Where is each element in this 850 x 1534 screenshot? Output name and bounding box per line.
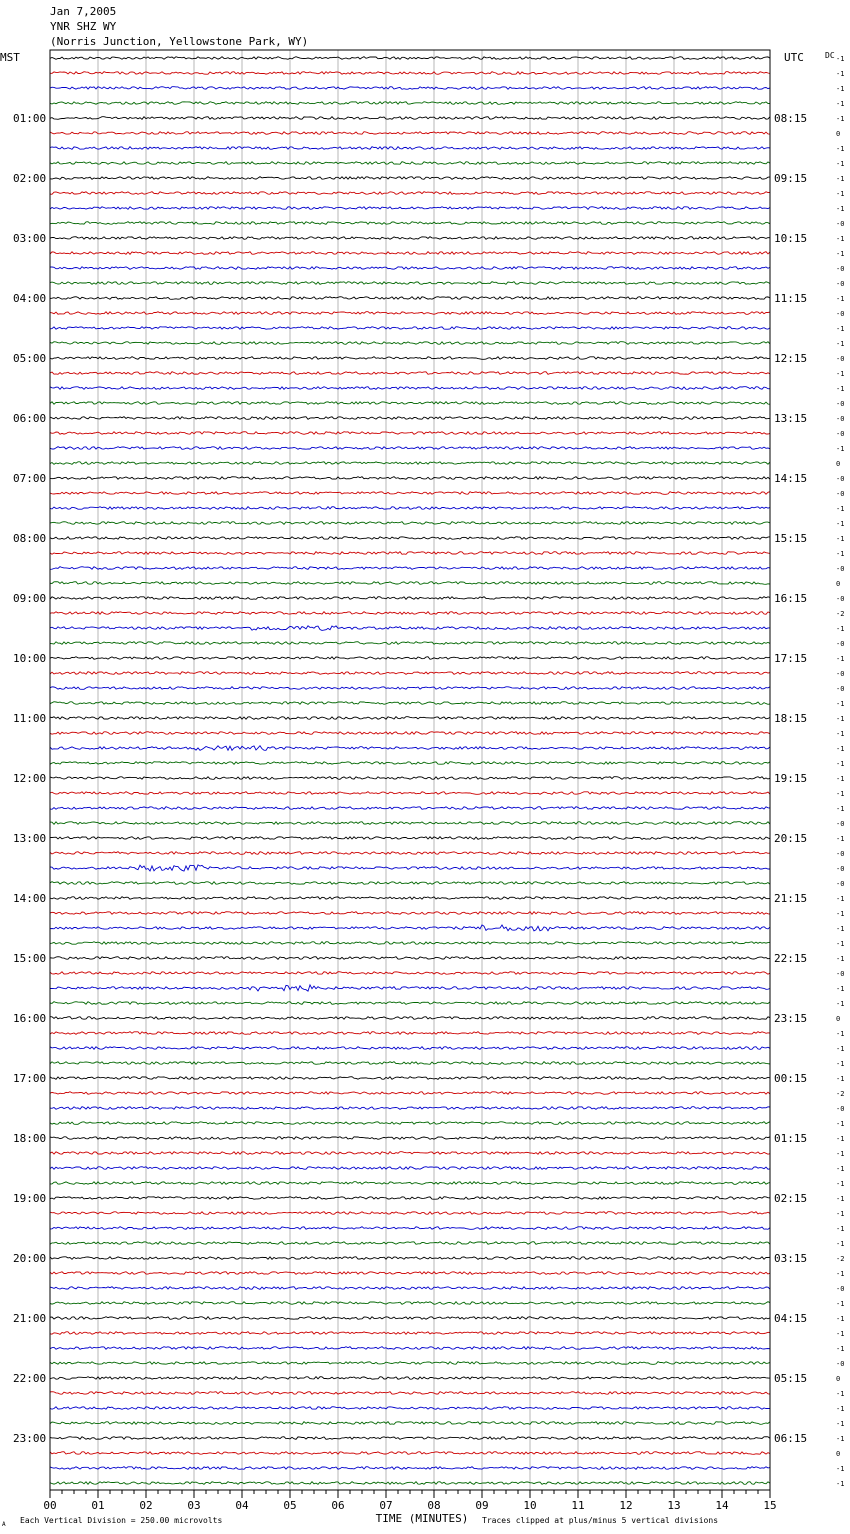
dc-offset-label: -1 (836, 1420, 845, 1428)
seismic-trace-83 (50, 1302, 770, 1305)
trace-group (50, 57, 770, 1485)
dc-offset-label: -1 (836, 1060, 845, 1068)
dc-offset-label: -1 (836, 145, 845, 153)
dc-offset-label: -1 (836, 925, 845, 933)
mst-hour-label: 10:00 (13, 652, 47, 665)
seismic-trace-50 (50, 807, 770, 810)
seismic-trace-70 (50, 1107, 770, 1110)
seismic-trace-62 (50, 985, 770, 991)
seismic-trace-47 (50, 762, 770, 765)
dc-offset-label: -1 (836, 910, 845, 918)
dc-offset-label: -0 (836, 1105, 845, 1113)
dc-offset-label: -1 (836, 1210, 845, 1218)
dc-offset-label: -1 (836, 250, 845, 258)
dc-offset-label: -1 (836, 655, 845, 663)
utc-hour-label: 20:15 (774, 832, 808, 845)
dc-offset-label: -0 (836, 685, 845, 693)
seismic-trace-54 (50, 865, 770, 871)
mst-hour-label: 07:00 (13, 472, 47, 485)
clip-note: Traces clipped at plus/minus 5 vertical divisions (482, 1516, 719, 1525)
seismic-trace-73 (50, 1152, 770, 1155)
dc-offset-label: -1 (836, 385, 845, 393)
seismic-trace-90 (50, 1407, 770, 1410)
seismic-trace-64 (50, 1017, 770, 1020)
utc-hour-label: 10:15 (774, 232, 808, 245)
dc-offset-label: -1 (836, 1120, 845, 1128)
seismic-trace-79 (50, 1242, 770, 1245)
seismic-trace-77 (50, 1212, 770, 1215)
dc-offset-label: -2 (836, 1090, 845, 1098)
seismic-trace-52 (50, 837, 770, 840)
dc-offset-label: -1 (836, 175, 845, 183)
x-tick-label: 00 (43, 1499, 57, 1512)
x-tick-label: 11 (571, 1499, 585, 1512)
x-tick-label: 12 (619, 1499, 633, 1512)
seismic-trace-53 (50, 852, 770, 855)
seismic-trace-82 (50, 1287, 770, 1290)
seismic-trace-23 (50, 402, 770, 405)
mst-hour-label: 16:00 (13, 1012, 47, 1025)
dc-offset-label: -1 (836, 1465, 845, 1473)
dc-offset-label: -0 (836, 850, 845, 858)
seismic-trace-87 (50, 1362, 770, 1365)
seismic-trace-67 (50, 1062, 770, 1065)
dc-offset-label: -1 (836, 1135, 845, 1143)
utc-hour-label: 23:15 (774, 1012, 808, 1025)
mst-axis-title: MST (0, 51, 20, 64)
dc-offset-label: 0 (836, 1450, 841, 1458)
seismic-trace-93 (50, 1452, 770, 1455)
seismic-trace-26 (50, 447, 770, 450)
seismic-trace-95 (50, 1482, 770, 1485)
x-tick-label: 02 (139, 1499, 153, 1512)
dc-offset-label: 0 (836, 1015, 841, 1023)
dc-offset-label: -1 (836, 1300, 845, 1308)
dc-offset-label: -2 (836, 610, 845, 618)
seismic-trace-25 (50, 432, 770, 435)
dc-offset-label: -1 (836, 1045, 845, 1053)
dc-offset-label: -1 (836, 700, 845, 708)
mst-hour-label: 03:00 (13, 232, 47, 245)
dc-offset-label: -0 (836, 565, 845, 573)
seismic-trace-81 (50, 1272, 770, 1275)
seismic-trace-66 (50, 1047, 770, 1050)
mst-hour-label: 01:00 (13, 112, 47, 125)
seismic-trace-39 (50, 642, 770, 645)
dc-offset-label: -1 (836, 1180, 845, 1188)
dc-offset-label: -1 (836, 1225, 845, 1233)
mst-hour-label: 12:00 (13, 772, 47, 785)
dc-offset-label: -0 (836, 670, 845, 678)
seismic-trace-43 (50, 702, 770, 705)
seismic-trace-27 (50, 462, 770, 465)
x-tick-label: 09 (475, 1499, 489, 1512)
utc-hour-label: 01:15 (774, 1132, 808, 1145)
dc-offset-label: -1 (836, 1195, 845, 1203)
dc-offset-label: -1 (836, 1075, 845, 1083)
dc-offset-label: -1 (836, 1435, 845, 1443)
seismic-trace-45 (50, 732, 770, 735)
seismic-trace-92 (50, 1437, 770, 1440)
mst-hour-label: 09:00 (13, 592, 47, 605)
seismic-trace-33 (50, 552, 770, 555)
utc-hour-label: 22:15 (774, 952, 808, 965)
dc-offset-label: -0 (836, 415, 845, 423)
seismic-trace-6 (50, 147, 770, 150)
mst-hour-label: 17:00 (13, 1072, 47, 1085)
dc-offset-label: -1 (836, 955, 845, 963)
seismic-trace-74 (50, 1167, 770, 1170)
mst-hour-label: 21:00 (13, 1312, 47, 1325)
x-tick-label: 13 (667, 1499, 681, 1512)
dc-offset-label: -0 (836, 865, 845, 873)
utc-hour-label: 18:15 (774, 712, 808, 725)
dc-offset-label: -1 (836, 835, 845, 843)
dc-offset-label: -1 (836, 940, 845, 948)
dc-offset-label: -0 (836, 595, 845, 603)
dc-offset-label: -1 (836, 625, 845, 633)
station-code: YNR SHZ WY (50, 20, 117, 33)
utc-hour-label: 06:15 (774, 1432, 808, 1445)
seismic-trace-91 (50, 1422, 770, 1425)
dc-offset-label: -1 (836, 100, 845, 108)
mst-hour-label: 08:00 (13, 532, 47, 545)
dc-offset-label: -1 (836, 445, 845, 453)
mst-hour-label: 06:00 (13, 412, 47, 425)
dc-offset-label: 0 (836, 580, 841, 588)
mst-hour-label: 22:00 (13, 1372, 47, 1385)
seismic-trace-34 (50, 567, 770, 570)
seismic-trace-78 (50, 1227, 770, 1230)
dc-offset-label: -0 (836, 400, 845, 408)
mst-hour-label: 23:00 (13, 1432, 47, 1445)
dc-offset-label: -1 (836, 535, 845, 543)
dc-offset-label: -1 (836, 160, 845, 168)
x-axis-title: TIME (MINUTES) (375, 1512, 469, 1525)
seismic-trace-80 (50, 1257, 770, 1260)
dc-offset-label: 0 (836, 460, 841, 468)
seismic-trace-37 (50, 612, 770, 615)
seismic-trace-72 (50, 1137, 770, 1140)
seismic-trace-60 (50, 957, 770, 960)
dc-offset-label: -1 (836, 370, 845, 378)
seismic-trace-15 (50, 282, 770, 285)
mst-hour-label: 19:00 (13, 1192, 47, 1205)
seismic-trace-10 (50, 207, 770, 210)
seismic-trace-16 (50, 297, 770, 300)
seismic-trace-32 (50, 537, 770, 540)
seismic-trace-65 (50, 1032, 770, 1035)
dc-offset-label: -1 (836, 1240, 845, 1248)
dc-offset-label: 0 (836, 1375, 841, 1383)
dc-offset-label: -0 (836, 1360, 845, 1368)
x-tick-label: 07 (379, 1499, 393, 1512)
seismic-trace-41 (50, 672, 770, 675)
corner-mark: A (2, 1521, 6, 1528)
dc-offset-label: -1 (836, 325, 845, 333)
seismic-trace-84 (50, 1317, 770, 1320)
utc-hour-label: 05:15 (774, 1372, 808, 1385)
dc-offset-label: -1 (836, 1270, 845, 1278)
dc-offset-label: -0 (836, 880, 845, 888)
dc-offset-label: -1 (836, 1000, 845, 1008)
x-tick-label: 14 (715, 1499, 729, 1512)
dc-offset-label: -1 (836, 70, 845, 78)
dc-offset-label: -1 (836, 505, 845, 513)
station-location: (Norris Junction, Yellowstone Park, WY) (50, 35, 309, 48)
dc-offset-label: -1 (836, 895, 845, 903)
mst-hour-label: 15:00 (13, 952, 47, 965)
seismic-trace-19 (50, 342, 770, 345)
mst-hour-label: 05:00 (13, 352, 47, 365)
seismic-trace-21 (50, 372, 770, 375)
utc-axis-title: UTC (784, 51, 804, 64)
dc-offset-label: -1 (836, 790, 845, 798)
dc-axis-title: DC (825, 51, 835, 60)
dc-offset-label: -1 (836, 340, 845, 348)
seismic-trace-69 (50, 1092, 770, 1095)
seismic-trace-11 (50, 222, 770, 225)
dc-offset-label: -1 (836, 235, 845, 243)
dc-offset-label: -1 (836, 1165, 845, 1173)
seismic-trace-56 (50, 897, 770, 900)
x-tick-label: 10 (523, 1499, 537, 1512)
mst-hour-label: 14:00 (13, 892, 47, 905)
seismic-trace-76 (50, 1197, 770, 1200)
dc-offset-label: -1 (836, 745, 845, 753)
utc-hour-label: 09:15 (774, 172, 808, 185)
utc-hour-label: 03:15 (774, 1252, 808, 1265)
dc-offset-label: -1 (836, 520, 845, 528)
seismic-trace-24 (50, 417, 770, 420)
utc-hour-label: 02:15 (774, 1192, 808, 1205)
dc-offset-label: 0 (836, 130, 841, 138)
dc-offset-label: -0 (836, 640, 845, 648)
seismic-trace-13 (50, 252, 770, 255)
dc-offset-label: -2 (836, 1255, 845, 1263)
seismic-trace-14 (50, 267, 770, 270)
seismic-trace-59 (50, 942, 770, 945)
seismic-trace-85 (50, 1332, 770, 1335)
dc-offset-label: -1 (836, 1030, 845, 1038)
seismic-trace-38 (50, 626, 770, 631)
dc-offset-label: -1 (836, 1150, 845, 1158)
seismic-trace-94 (50, 1467, 770, 1470)
seismic-trace-12 (50, 237, 770, 240)
dc-offset-label: -1 (836, 985, 845, 993)
dc-offset-label: -0 (836, 820, 845, 828)
scale-note: Each Vertical Division = 250.00 microvolts (20, 1516, 223, 1525)
seismic-trace-30 (50, 507, 770, 510)
seismic-trace-58 (50, 925, 770, 931)
mst-hour-label: 04:00 (13, 292, 47, 305)
seismic-trace-8 (50, 177, 770, 180)
seismic-trace-42 (50, 687, 770, 690)
x-tick-label: 03 (187, 1499, 201, 1512)
record-date: Jan 7,2005 (50, 5, 117, 18)
dc-offset-label: -1 (836, 85, 845, 93)
x-tick-label: 05 (283, 1499, 297, 1512)
dc-offset-label: -1 (836, 1345, 845, 1353)
utc-hour-label: 11:15 (774, 292, 808, 305)
dc-offset-label: -1 (836, 1330, 845, 1338)
seismic-trace-35 (50, 582, 770, 585)
seismic-trace-1 (50, 72, 770, 75)
seismic-trace-31 (50, 522, 770, 525)
seismic-trace-51 (50, 822, 770, 825)
dc-offset-label: -1 (836, 730, 845, 738)
seismic-trace-88 (50, 1377, 770, 1380)
seismic-trace-0 (50, 57, 770, 60)
dc-offset-label: -1 (836, 205, 845, 213)
utc-hour-label: 19:15 (774, 772, 808, 785)
dc-offset-label: -0 (836, 970, 845, 978)
axis-labels (13, 55, 844, 1512)
seismic-trace-18 (50, 327, 770, 330)
seismic-trace-86 (50, 1347, 770, 1350)
seismic-trace-29 (50, 492, 770, 495)
dc-offset-label: -1 (836, 550, 845, 558)
dc-offset-label: -1 (836, 190, 845, 198)
mst-hour-label: 11:00 (13, 712, 47, 725)
seismic-trace-36 (50, 597, 770, 600)
dc-offset-label: -0 (836, 475, 845, 483)
dc-offset-label: -1 (836, 805, 845, 813)
seismic-trace-71 (50, 1122, 770, 1125)
utc-hour-label: 13:15 (774, 412, 808, 425)
dc-offset-label: -1 (836, 1480, 845, 1488)
utc-hour-label: 17:15 (774, 652, 808, 665)
seismic-trace-4 (50, 117, 770, 120)
x-tick-label: 06 (331, 1499, 345, 1512)
x-tick-label: 01 (91, 1499, 105, 1512)
dc-offset-label: -1 (836, 715, 845, 723)
dc-offset-label: -1 (836, 760, 845, 768)
dc-offset-label: -1 (836, 55, 845, 63)
mst-hour-label: 02:00 (13, 172, 47, 185)
dc-offset-label: -1 (836, 295, 845, 303)
mst-hour-label: 18:00 (13, 1132, 47, 1145)
seismic-trace-17 (50, 312, 770, 315)
seismic-trace-63 (50, 1002, 770, 1005)
seismic-trace-68 (50, 1077, 770, 1080)
utc-hour-label: 04:15 (774, 1312, 808, 1325)
dc-offset-label: -1 (836, 775, 845, 783)
seismic-trace-22 (50, 387, 770, 390)
seismic-trace-46 (50, 746, 770, 751)
seismic-trace-48 (50, 777, 770, 780)
utc-hour-label: 16:15 (774, 592, 808, 605)
utc-hour-label: 12:15 (774, 352, 808, 365)
seismic-trace-5 (50, 132, 770, 135)
dc-offset-label: -1 (836, 1390, 845, 1398)
dc-offset-label: -0 (836, 310, 845, 318)
seismic-trace-3 (50, 102, 770, 105)
dc-offset-label: -0 (836, 280, 845, 288)
mst-hour-label: 13:00 (13, 832, 47, 845)
dc-offset-label: -0 (836, 430, 845, 438)
seismic-trace-49 (50, 792, 770, 795)
seismic-trace-20 (50, 357, 770, 360)
utc-hour-label: 21:15 (774, 892, 808, 905)
seismic-trace-75 (50, 1182, 770, 1185)
utc-hour-label: 15:15 (774, 532, 808, 545)
seismic-trace-2 (50, 87, 770, 90)
x-tick-label: 08 (427, 1499, 441, 1512)
x-tick-label: 15 (763, 1499, 777, 1512)
mst-hour-label: 20:00 (13, 1252, 47, 1265)
seismic-trace-40 (50, 657, 770, 660)
utc-hour-label: 00:15 (774, 1072, 808, 1085)
dc-offset-label: -0 (836, 490, 845, 498)
utc-hour-label: 08:15 (774, 112, 808, 125)
seismic-trace-89 (50, 1392, 770, 1395)
seismic-trace-61 (50, 972, 770, 975)
seismic-trace-57 (50, 912, 770, 915)
x-tick-label: 04 (235, 1499, 249, 1512)
dc-offset-label: -0 (836, 1285, 845, 1293)
seismic-trace-9 (50, 192, 770, 195)
dc-offset-label: -0 (836, 355, 845, 363)
seismic-trace-44 (50, 717, 770, 720)
dc-offset-label: -0 (836, 220, 845, 228)
dc-offset-label: -1 (836, 115, 845, 123)
dc-offset-label: -1 (836, 1405, 845, 1413)
seismic-trace-28 (50, 477, 770, 480)
dc-offset-label: -0 (836, 265, 845, 273)
utc-hour-label: 14:15 (774, 472, 808, 485)
seismic-trace-55 (50, 882, 770, 885)
seismic-trace-7 (50, 162, 770, 165)
dc-offset-label: -1 (836, 1315, 845, 1323)
